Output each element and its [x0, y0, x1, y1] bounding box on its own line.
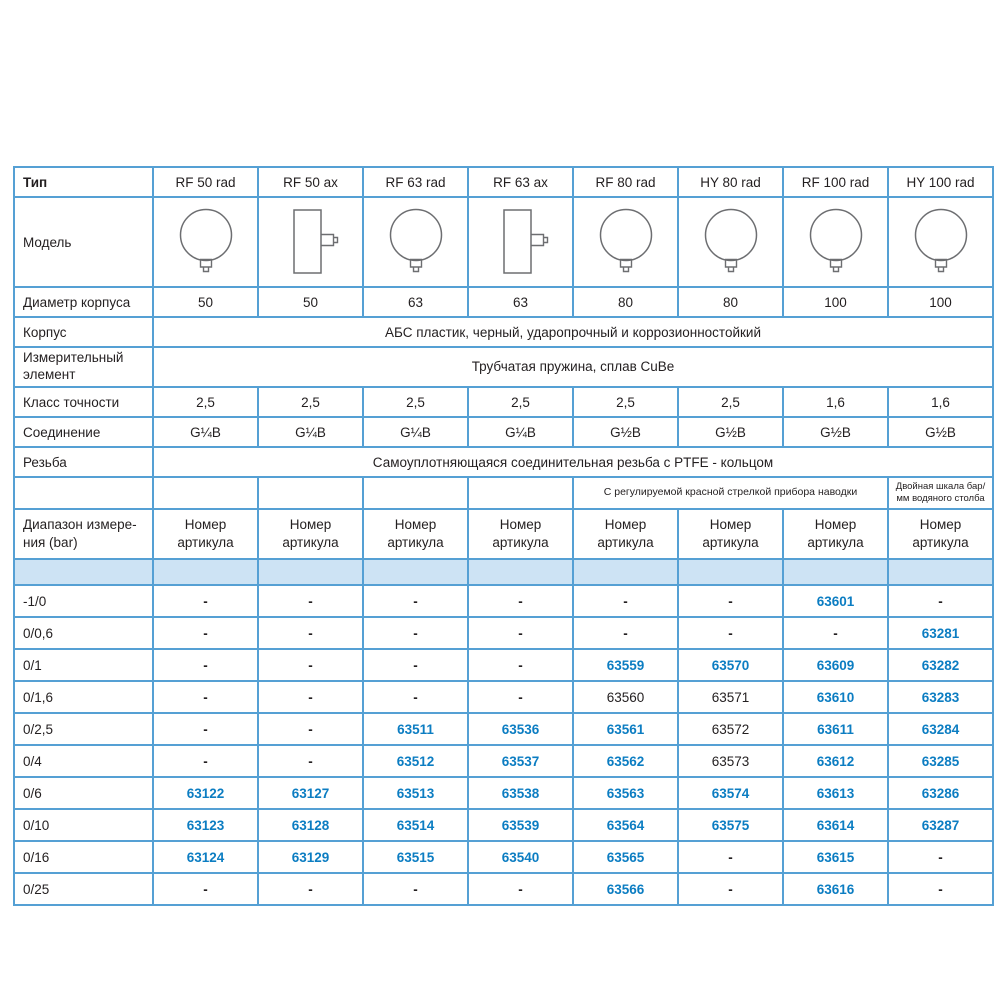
connection-row: [14, 417, 993, 447]
gauge-axial-icon: [280, 207, 342, 277]
empty-value-dash: -: [363, 617, 468, 649]
gauge-radial-icon: [910, 207, 972, 277]
empty-value-dash: -: [258, 745, 363, 777]
empty-value-dash: -: [678, 585, 783, 617]
empty-value-dash: -: [153, 617, 258, 649]
dual-scale-note-line2: мм водяного столба: [896, 493, 985, 504]
element-label-line1: Измерительный: [23, 350, 124, 366]
table-row: [14, 681, 993, 713]
article-number: 63601: [783, 585, 888, 617]
accuracy-value: 1,6: [783, 387, 888, 417]
element-row-label: [14, 347, 153, 387]
highlight-cell: [153, 559, 258, 585]
article-header-line: Номер: [289, 517, 332, 533]
model-cell: [783, 197, 888, 287]
gauge-spec-table: [13, 166, 994, 906]
table-row: [14, 713, 993, 745]
article-number: 63611: [783, 713, 888, 745]
article-number: 63511: [363, 713, 468, 745]
article-number: 63286: [888, 777, 993, 809]
table-row: [14, 617, 993, 649]
range-label: 0/1,6: [14, 681, 153, 713]
table-row: [14, 809, 993, 841]
range-data-body: [14, 585, 993, 905]
range-label: -1/0: [14, 585, 153, 617]
accuracy-value: 2,5: [573, 387, 678, 417]
diameter-row-label: Диаметр корпуса: [14, 287, 153, 317]
article-header-line: Номер: [394, 517, 437, 533]
article-header-cell: [783, 509, 888, 559]
empty-cell: [153, 477, 258, 509]
table-row: [14, 649, 993, 681]
empty-value-dash: -: [153, 745, 258, 777]
article-number: 63124: [153, 841, 258, 873]
article-header-line: артикула: [807, 535, 864, 550]
article-header-line: артикула: [702, 535, 759, 550]
accuracy-value: 2,5: [153, 387, 258, 417]
empty-value-dash: -: [678, 617, 783, 649]
article-number: 63287: [888, 809, 993, 841]
model-cell: [468, 197, 573, 287]
range-label-line1: Диапазон измере-: [23, 517, 137, 533]
article-number: 63515: [363, 841, 468, 873]
connection-value: G¼B: [153, 417, 258, 447]
highlight-cell: [573, 559, 678, 585]
article-number: 63129: [258, 841, 363, 873]
article-header-line: артикула: [597, 535, 654, 550]
diameter-row: [14, 287, 993, 317]
connection-value: G¼B: [363, 417, 468, 447]
body-row-label: Корпус: [14, 317, 153, 347]
range-label: 0/2,5: [14, 713, 153, 745]
range-label: 0/25: [14, 873, 153, 905]
element-row: [14, 347, 993, 387]
article-number: 63571: [678, 681, 783, 713]
diameter-value: 63: [468, 287, 573, 317]
article-number: 63285: [888, 745, 993, 777]
article-number: 63122: [153, 777, 258, 809]
model-cell: [153, 197, 258, 287]
article-number: 63128: [258, 809, 363, 841]
article-number: 63574: [678, 777, 783, 809]
article-header-row: [14, 509, 993, 559]
gauge-radial-icon: [805, 207, 867, 277]
empty-value-dash: -: [573, 585, 678, 617]
article-number: 63613: [783, 777, 888, 809]
type-row-label: Тип: [14, 167, 153, 197]
connection-value: G¼B: [258, 417, 363, 447]
thread-row: [14, 447, 993, 477]
empty-cell: [258, 477, 363, 509]
article-header-line: артикула: [177, 535, 234, 550]
dual-scale-note: [888, 477, 993, 509]
article-number: 63616: [783, 873, 888, 905]
spec-table-sheet: [13, 166, 994, 906]
model-cell: [573, 197, 678, 287]
table-row: [14, 873, 993, 905]
empty-value-dash: -: [468, 681, 573, 713]
connection-value: G½B: [573, 417, 678, 447]
thread-value: Самоуплотняющаяся соединительная резьба с PTFE - кольцом: [153, 447, 993, 477]
column-type-header: RF 63 ax: [468, 167, 573, 197]
article-number: 63561: [573, 713, 678, 745]
empty-value-dash: -: [363, 585, 468, 617]
article-number: 63612: [783, 745, 888, 777]
highlight-cell: [363, 559, 468, 585]
empty-cell: [468, 477, 573, 509]
red-pointer-note: С регулируемой красной стрелкой прибора наводки: [573, 477, 888, 509]
article-header-line: артикула: [282, 535, 339, 550]
diameter-value: 50: [258, 287, 363, 317]
range-label: 0/0,6: [14, 617, 153, 649]
article-header-line: Номер: [604, 517, 647, 533]
article-number: 63560: [573, 681, 678, 713]
diameter-value: 100: [888, 287, 993, 317]
range-label: 0/10: [14, 809, 153, 841]
range-label: 0/4: [14, 745, 153, 777]
element-value: Трубчатая пружина, сплав CuBe: [153, 347, 993, 387]
empty-value-dash: -: [573, 617, 678, 649]
diameter-value: 80: [678, 287, 783, 317]
model-cell: [678, 197, 783, 287]
article-header-line: артикула: [387, 535, 444, 550]
range-label: 0/16: [14, 841, 153, 873]
empty-value-dash: -: [258, 649, 363, 681]
model-row-label: Модель: [14, 197, 153, 287]
gauge-radial-icon: [385, 207, 447, 277]
empty-value-dash: -: [153, 873, 258, 905]
connection-row-label: Соединение: [14, 417, 153, 447]
accuracy-row-label: Класс точности: [14, 387, 153, 417]
empty-value-dash: -: [678, 873, 783, 905]
diameter-value: 100: [783, 287, 888, 317]
model-cell: [258, 197, 363, 287]
article-number: 63123: [153, 809, 258, 841]
model-cell: [363, 197, 468, 287]
empty-value-dash: -: [258, 585, 363, 617]
article-header-cell: [888, 509, 993, 559]
article-header-cell: [363, 509, 468, 559]
feature-note-row: [14, 477, 993, 509]
empty-value-dash: -: [468, 649, 573, 681]
table-row: [14, 585, 993, 617]
column-type-header: HY 80 rad: [678, 167, 783, 197]
empty-value-dash: -: [153, 713, 258, 745]
column-type-header: HY 100 rad: [888, 167, 993, 197]
highlight-cell: [888, 559, 993, 585]
range-label: 0/6: [14, 777, 153, 809]
empty-value-dash: -: [363, 681, 468, 713]
accuracy-row: [14, 387, 993, 417]
gauge-radial-icon: [175, 207, 237, 277]
connection-value: G¼B: [468, 417, 573, 447]
body-value: АБС пластик, черный, ударопрочный и коррозионностойкий: [153, 317, 993, 347]
article-number: 63610: [783, 681, 888, 713]
article-header-cell: [468, 509, 573, 559]
article-number: 63566: [573, 873, 678, 905]
article-number: 63536: [468, 713, 573, 745]
empty-value-dash: -: [258, 873, 363, 905]
empty-value-dash: -: [468, 585, 573, 617]
connection-value: G½B: [888, 417, 993, 447]
empty-cell: [363, 477, 468, 509]
empty-cell: [14, 477, 153, 509]
article-number: 63284: [888, 713, 993, 745]
article-header-line: артикула: [912, 535, 969, 550]
empty-value-dash: -: [363, 649, 468, 681]
column-type-header: RF 80 rad: [573, 167, 678, 197]
highlight-cell: [783, 559, 888, 585]
highlight-cell: [468, 559, 573, 585]
empty-value-dash: -: [888, 841, 993, 873]
highlight-cell: [14, 559, 153, 585]
highlight-row: [14, 559, 993, 585]
element-label-line2: элемент: [23, 367, 76, 382]
range-label-line2: ния (bar): [23, 535, 78, 550]
gauge-radial-icon: [595, 207, 657, 277]
article-number: 63562: [573, 745, 678, 777]
article-number: 63512: [363, 745, 468, 777]
diameter-value: 63: [363, 287, 468, 317]
article-number: 63573: [678, 745, 783, 777]
range-row-label: [14, 509, 153, 559]
empty-value-dash: -: [468, 617, 573, 649]
column-type-header: RF 50 ax: [258, 167, 363, 197]
empty-value-dash: -: [258, 681, 363, 713]
empty-value-dash: -: [258, 713, 363, 745]
article-number: 63538: [468, 777, 573, 809]
article-header-line: Номер: [814, 517, 857, 533]
model-row: [14, 197, 993, 287]
accuracy-value: 2,5: [258, 387, 363, 417]
article-number: 63575: [678, 809, 783, 841]
article-number: 63563: [573, 777, 678, 809]
article-number: 63514: [363, 809, 468, 841]
article-number: 63537: [468, 745, 573, 777]
model-cell: [888, 197, 993, 287]
table-row: [14, 841, 993, 873]
article-number: 63282: [888, 649, 993, 681]
article-number: 63539: [468, 809, 573, 841]
diameter-value: 80: [573, 287, 678, 317]
connection-value: G½B: [678, 417, 783, 447]
empty-value-dash: -: [888, 873, 993, 905]
article-header-line: Номер: [919, 517, 962, 533]
article-number: 63564: [573, 809, 678, 841]
article-number: 63615: [783, 841, 888, 873]
type-header-row: [14, 167, 993, 197]
article-number: 63559: [573, 649, 678, 681]
article-header-line: Номер: [709, 517, 752, 533]
article-number: 63283: [888, 681, 993, 713]
diameter-value: 50: [153, 287, 258, 317]
empty-value-dash: -: [888, 585, 993, 617]
gauge-radial-icon: [700, 207, 762, 277]
highlight-cell: [258, 559, 363, 585]
connection-value: G½B: [783, 417, 888, 447]
article-number: 63609: [783, 649, 888, 681]
article-number: 63565: [573, 841, 678, 873]
article-header-cell: [258, 509, 363, 559]
empty-value-dash: -: [258, 617, 363, 649]
article-header-cell: [153, 509, 258, 559]
accuracy-value: 1,6: [888, 387, 993, 417]
accuracy-value: 2,5: [678, 387, 783, 417]
table-row: [14, 745, 993, 777]
body-row: [14, 317, 993, 347]
article-number: 63127: [258, 777, 363, 809]
empty-value-dash: -: [783, 617, 888, 649]
column-type-header: RF 63 rad: [363, 167, 468, 197]
article-number: 63513: [363, 777, 468, 809]
gauge-axial-icon: [490, 207, 552, 277]
article-number: 63540: [468, 841, 573, 873]
article-number: 63281: [888, 617, 993, 649]
empty-value-dash: -: [363, 873, 468, 905]
empty-value-dash: -: [678, 841, 783, 873]
column-type-header: RF 50 rad: [153, 167, 258, 197]
empty-value-dash: -: [153, 681, 258, 713]
article-header-line: артикула: [492, 535, 549, 550]
empty-value-dash: -: [468, 873, 573, 905]
dual-scale-note-line1: Двойная шкала бар/: [895, 481, 986, 493]
article-number: 63570: [678, 649, 783, 681]
article-number: 63614: [783, 809, 888, 841]
article-number: 63572: [678, 713, 783, 745]
column-type-header: RF 100 rad: [783, 167, 888, 197]
range-label: 0/1: [14, 649, 153, 681]
article-header-cell: [678, 509, 783, 559]
accuracy-value: 2,5: [468, 387, 573, 417]
article-header-cell: [573, 509, 678, 559]
empty-value-dash: -: [153, 585, 258, 617]
thread-row-label: Резьба: [14, 447, 153, 477]
empty-value-dash: -: [153, 649, 258, 681]
article-header-line: Номер: [499, 517, 542, 533]
highlight-cell: [678, 559, 783, 585]
article-header-line: Номер: [184, 517, 227, 533]
accuracy-value: 2,5: [363, 387, 468, 417]
table-row: [14, 777, 993, 809]
